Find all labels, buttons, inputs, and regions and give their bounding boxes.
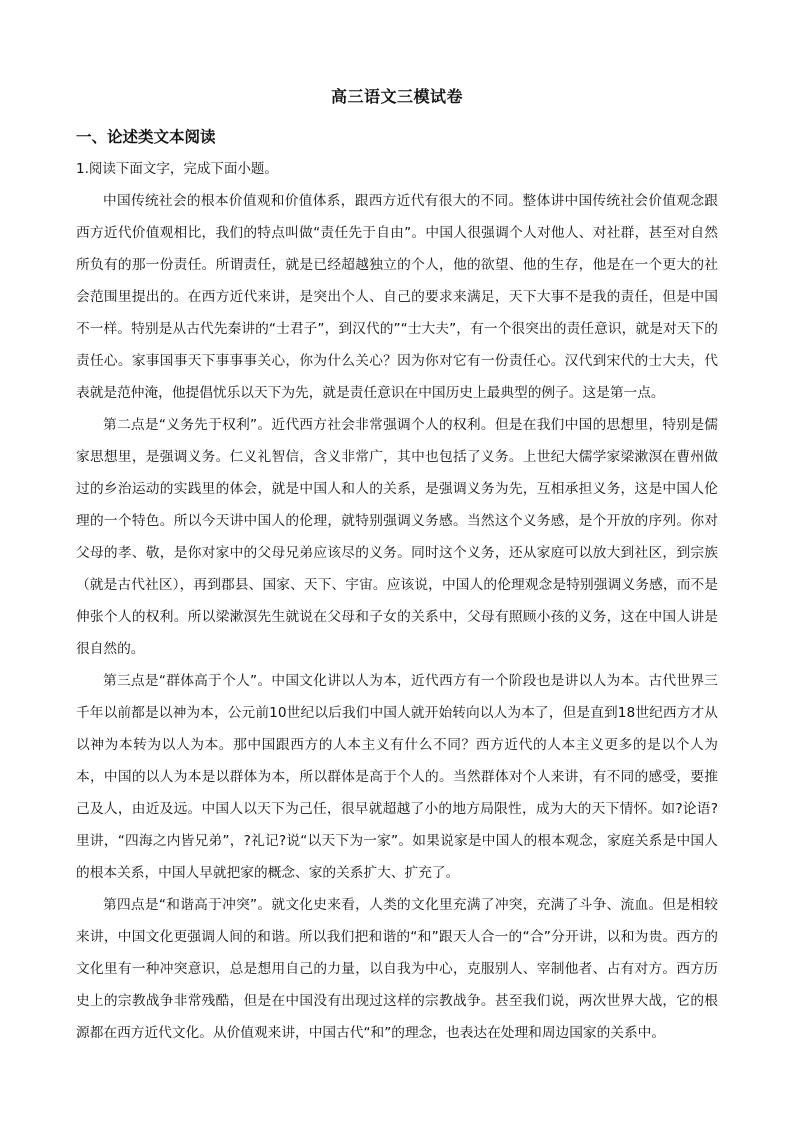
- passage-paragraph-3: 第三点是“群体高于个人”。中国文化讲以人为本，近代西方有一个阶段也是讲以人为本。古代世界三千年以前都是以神为本，公元前10世纪以后我们中国人就开始转向以人为本了，但是直到18世纪西方才从以神为本转为以人为本。那中国跟西方的人本主义有什么不同？西方近代的人本主义更多的是以个人为本，中国的以人为本是以群体为本，所以群体是高于个人的。当然群体对个人来讲，有不同的感受，要推己及人，由近及远。中国人以天下为己任，很早就超越了小的地方局限性，成为大的天下情怀。如?论语?里讲，“四海之内皆兄弟”，?礼记?说“以天下为一家”。如果说家是中国人的根本观念，家庭关系是中国人的根本关系，中国人早就把家的概念、家的关系扩大、扩充了。: [76, 673, 718, 881]
- reading-passage: [76, 185, 718, 1049]
- section-heading: 一、论述类文本阅读: [76, 128, 216, 146]
- passage-paragraph-4: 第四点是“和谐高于冲突”。就文化史来看，人类的文化里充满了冲突，充满了斗争、流血。但是相较来讲，中国文化更强调人间的和谐。所以我们把和谐的“和”跟天人合一的“合”分开讲，以和为贵。西方的文化里有一种冲突意识，总是想用自己的力量，以自我为中心，克服别人、宰制他者、占有对方。西方历史上的宗教战争非常残酷，但是在中国没有出现过这样的宗教战争。甚至我们说，两次世界大战，它的根源都在西方近代文化。从价值观来讲，中国古代“和”的理念，也表达在处理和周边国家的关系中。: [76, 897, 718, 1041]
- passage-paragraph-2: 第二点是“义务先于权利”。近代西方社会非常强调个人的权利。但是在我们中国的思想里，特别是儒家思想里，是强调义务。仁义礼智信，含义非常广，其中也包括了义务。上世纪大儒学家梁漱溟在曹州做过的乡治运动的实践里的体会，就是中国人和人的关系，是强调义务为先，互相承担义务，这是中国人伦理的一个特色。所以今天讲中国人的伦理，就特别强调义务感。当然这个义务感，是个开放的序列。你对父母的孝、敬，是你对家中的父母兄弟应该尽的义务。同时这个义务，还从家庭可以放大到社区，到宗族（就是古代社区），再到郡县、国家、天下、宇宙。应该说，中国人的伦理观念是特别强调义务感，而不是伸张个人的权利。所以梁漱溟先生就说在父母和子女的关系中，父母有照顾小孩的义务，这在中国人讲是很自然的。: [76, 417, 718, 657]
- document-title: 高三语文三模试卷: [330, 87, 463, 106]
- passage-paragraph-1: 中国传统社会的根本价值观和价值体系，跟西方近代有很大的不同。整体讲中国传统社会价值观念跟西方近代价值观相比，我们的特点叫做“责任先于自由”。中国人很强调个人对他人、对社群，甚至对自然所负有的那一份责任。所谓责任，就是已经超越独立的个人，他的欲望、他的生存，他是在一个更大的社会范围里提出的。在西方近代来讲，是突出个人、自己的要求来满足，天下大事不是我的责任，但是中国不一样。特别是从古代先秦讲的“士君子”，到汉代的”“士大夫”，有一个很突出的责任意识，就是对天下的责任心。家事国事天下事事事关心，你为什么关心？因为你对它有一份责任心。汉代到宋代的士大夫，代表就是范仲淹，他提倡忧乐以天下为先，就是责任意识在中国历史上最典型的例子。这是第一点。: [76, 193, 718, 401]
- question-instruction: 1.阅读下面文字，完成下面小题。: [76, 161, 278, 177]
